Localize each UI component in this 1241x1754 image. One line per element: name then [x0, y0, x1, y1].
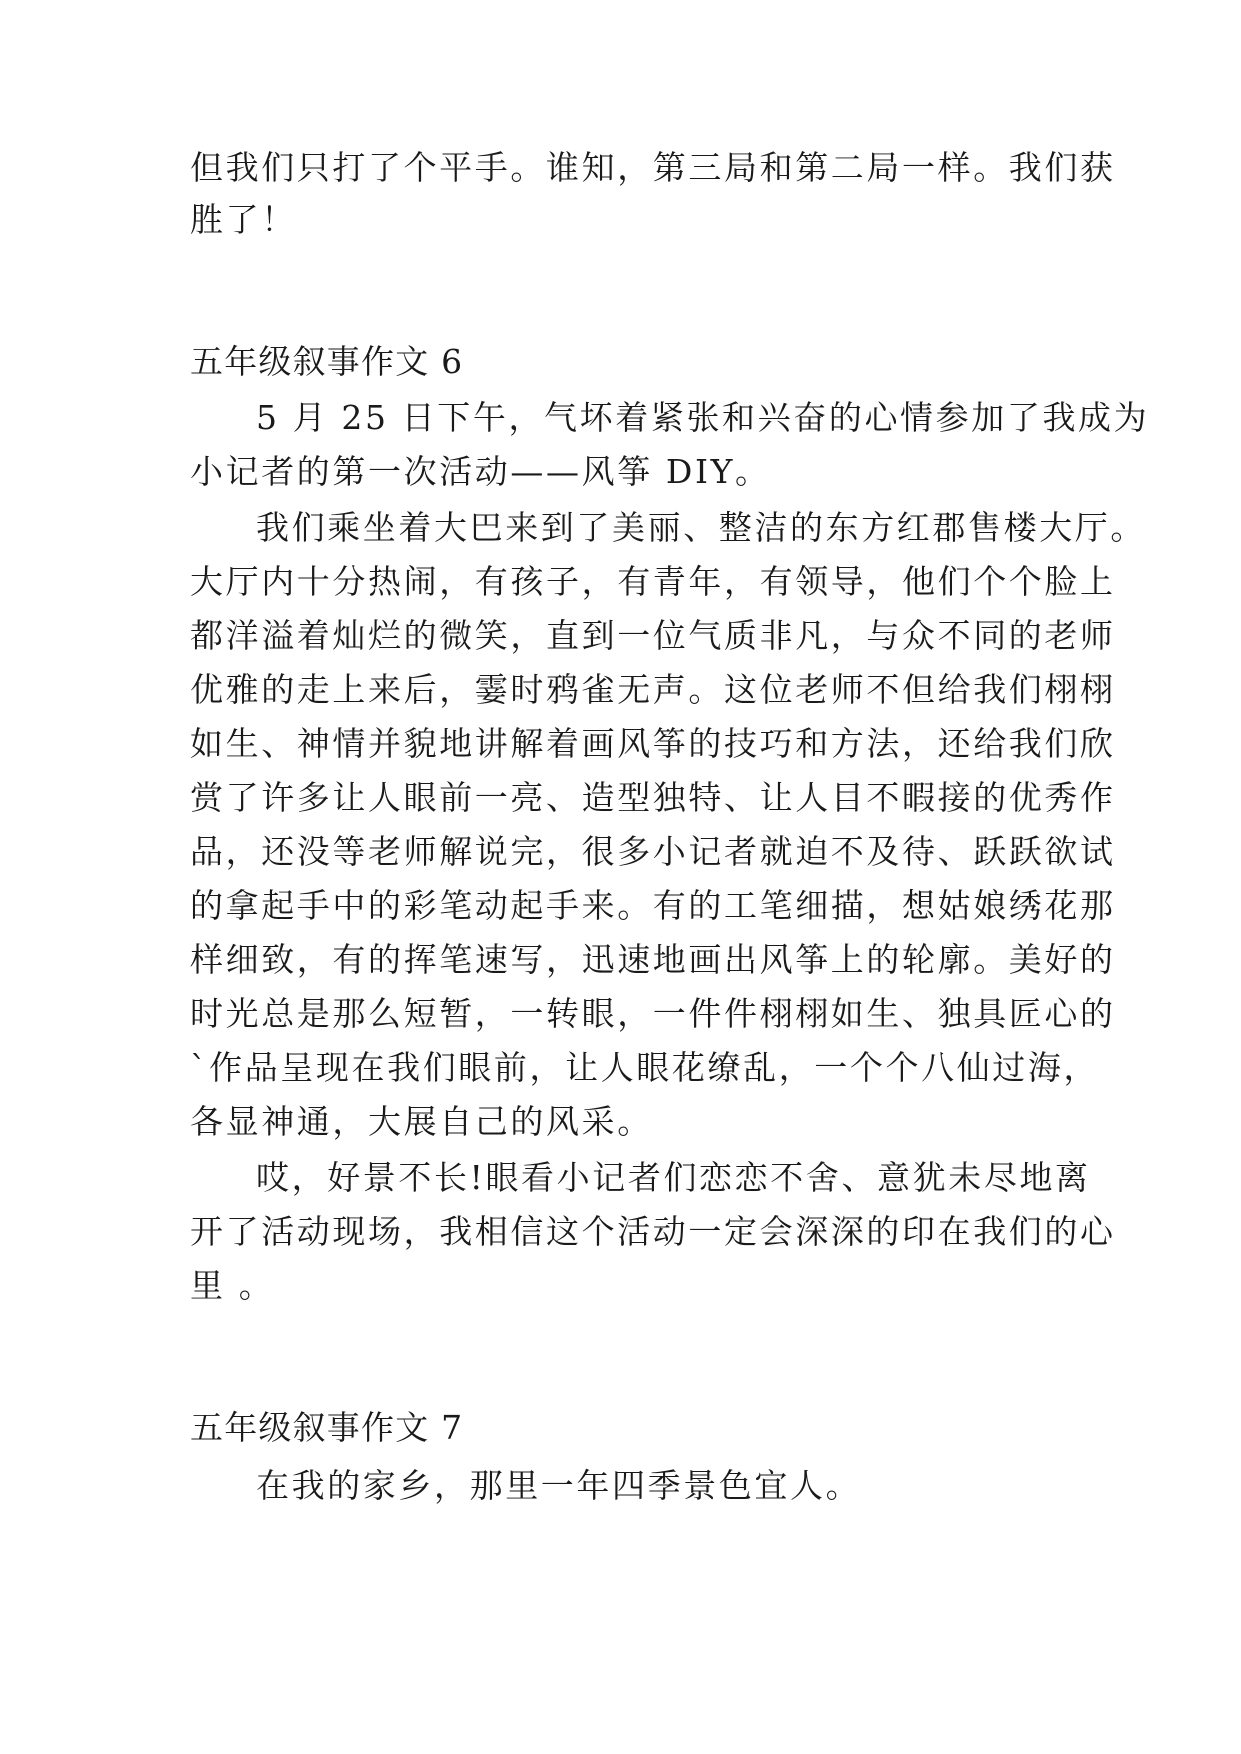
essay-6-p3-line-2: 开了活动现场，我相信这个活动一定会深深的印在我们的心 [190, 1212, 1116, 1251]
essay-6-p3-line-1: 哎，好景不长!眼看小记者们恋恋不舍、意犹未尽地离 [256, 1158, 1091, 1197]
essay-6-p2-line-7: 品，还没等老师解说完，很多小记者就迫不及待、跃跃欲试 [190, 832, 1116, 871]
essay-6-p2-line-6: 赏了许多让人眼前一亮、造型独特、让人目不暇接的优秀作 [190, 778, 1116, 817]
essay-6-p2-line-8: 的拿起手中的彩笔动起手来。有的工笔细描，想姑娘绣花那 [190, 886, 1116, 925]
essay-7-p1-line-1: 在我的家乡，那里一年四季景色宜人。 [256, 1466, 862, 1505]
essay-6-p2-line-5: 如生、神情并貌地讲解着画风筝的技巧和方法，还给我们欣 [190, 724, 1116, 763]
essay-6-p1-line-1: 5 月 25 日下午，气坏着紧张和兴奋的心情参加了我成为 [256, 398, 1150, 437]
essay-6-p2-line-9: 样细致，有的挥笔速写，迅速地画出风筝上的轮廓。美好的 [190, 940, 1116, 979]
essay-6-p2-line-1: 我们乘坐着大巴来到了美丽、整洁的东方红郡售楼大厅。 [256, 508, 1146, 547]
essay-6-p2-line-10: 时光总是那么短暂，一转眼，一件件栩栩如生、独具匠心的 [190, 994, 1116, 1033]
essay-6-p2-line-12: 各显神通，大展自己的风采。 [190, 1102, 653, 1141]
essay-6-p2-line-3: 都洋溢着灿烂的微笑，直到一位气质非凡，与众不同的老师 [190, 616, 1116, 655]
essay-6-title: 五年级叙事作文 6 [190, 342, 464, 381]
essay-6-p2-line-4: 优雅的走上来后，霎时鸦雀无声。这位老师不但给我们栩栩 [190, 670, 1116, 709]
essay-6-p2-line-11: `作品呈现在我们眼前，让人眼花缭乱，一个个八仙过海， [190, 1048, 1100, 1087]
essay-6-p3-line-3: 里 。 [190, 1266, 275, 1305]
essay-6-p2-line-2: 大厅内十分热闹，有孩子，有青年，有领导，他们个个脸上 [190, 562, 1116, 601]
essay-6-p1-line-2: 小记者的第一次活动——风筝 DIY。 [190, 452, 771, 491]
prev-essay-line-1: 但我们只打了个平手。谁知，第三局和第二局一样。我们获 [190, 148, 1116, 187]
essay-7-title: 五年级叙事作文 7 [190, 1408, 464, 1447]
prev-essay-line-2: 胜了！ [190, 200, 297, 239]
